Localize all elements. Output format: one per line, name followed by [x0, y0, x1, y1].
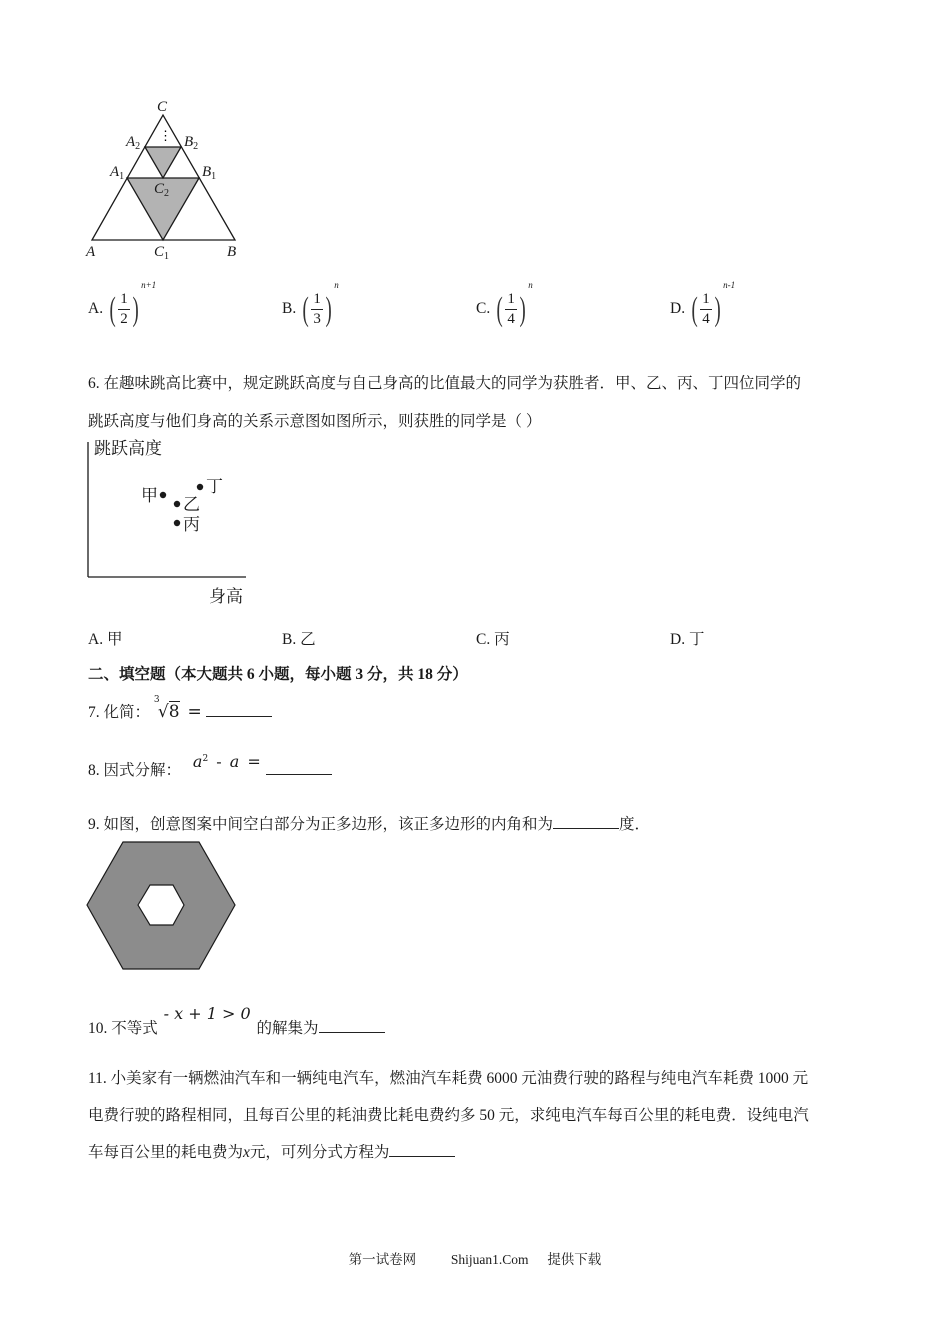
q11-text-line2: 电费行驶的路程相同，且每百公里的耗油费比耗电费约多 50 元，求纯电汽车每百公里的耗电费．设纯电汽 — [88, 1107, 809, 1124]
q5-option-a[interactable]: A. ( $\frac{1}{2}$ )$^{n+1}$ — [88, 280, 157, 328]
svg-text:A1: $A_1$ — [110, 164, 125, 182]
q6-text-line1: 6. 在趣味跳高比赛中，规定跳跃高度与自己身高的比值最大的同学为获胜者．甲、乙、丙、丁四位同学的 — [88, 375, 802, 392]
q5-option-d[interactable]: D. ( $\frac{1}{4}$ )$^{n-1}$ — [670, 280, 736, 328]
hexagon-figure — [84, 840, 238, 972]
point-ding — [197, 484, 203, 490]
point-label-ding: 丁 — [206, 477, 223, 497]
svg-text:C1: $C_1$ — [154, 244, 170, 262]
svg-text:C2: $C_2$ — [154, 181, 170, 199]
q11-text-line3: 车每百公里的耗电费为x元，可列分式方程为 — [88, 1140, 455, 1162]
q6-option-d[interactable]: D. 丁 — [670, 631, 705, 648]
q8-line: 8. 因式分解： $a^2$ - a = — [88, 758, 332, 780]
q11-text-line1: 11. 小美家有一辆燃油汽车和一辆纯电汽车，燃油汽车耗费 6000 元油费行驶的路程与纯电汽车耗费 1000 元 — [88, 1070, 809, 1087]
q6-text-line2: 跳跃高度与他们身高的关系示意图如图所示，则获胜的同学是（ ） — [88, 413, 542, 430]
q11-answer-blank[interactable] — [389, 1142, 455, 1157]
footer-domain[interactable]: Shijuan1.Com — [450, 1252, 529, 1267]
svg-text:B2: $B_2$ — [184, 134, 199, 152]
shaded-triangle-2 — [145, 147, 181, 178]
footer-site: 第一试卷网 — [348, 1252, 417, 1267]
label-B: B — [227, 244, 237, 260]
q9-line: 9. 如图，创意图案中间空白部分为正多边形，该正多边形的内角和为 度． — [88, 816, 651, 833]
svg-text:B1: $B_1$ — [202, 164, 217, 182]
q8-answer-blank[interactable] — [266, 760, 332, 775]
footer-note: 提供下载 — [547, 1252, 602, 1267]
dots-label: ⋮ — [159, 129, 172, 144]
q5-option-c[interactable]: C. ( $\frac{1}{4}$ )$^n$ — [476, 280, 533, 328]
y-axis-label: 跳跃高度 — [94, 439, 162, 459]
point-yi — [174, 501, 180, 507]
q10-expression: - x + 1 > 0 — [163, 1004, 251, 1023]
q6-option-b[interactable]: B. 乙 — [282, 631, 316, 648]
point-bing — [174, 520, 180, 526]
page-footer — [0, 1248, 950, 1268]
q10-line: 10. 不等式 - x + 1 > 0 的解集为 — [88, 1016, 385, 1038]
q7-answer-blank[interactable] — [206, 702, 272, 717]
point-label-jia: 甲 — [141, 486, 158, 506]
q5-option-b[interactable]: B. ( $\frac{1}{3}$ )$^n$ — [282, 280, 339, 328]
x-axis-label: 身高 — [209, 587, 243, 607]
q6-scatter-chart — [84, 434, 264, 610]
section-2-title: 二、填空题（本大题共 6 小题，每小题 3 分，共 18 分） — [88, 666, 468, 683]
q9-answer-blank[interactable] — [553, 814, 619, 829]
label-C: C — [157, 99, 168, 115]
point-label-bing: 丙 — [183, 515, 200, 535]
q7-line: 7. 化简： 3 √8 = — [88, 700, 272, 722]
q10-answer-blank[interactable] — [319, 1018, 385, 1033]
point-label-yi: 乙 — [183, 495, 200, 515]
svg-text:A2: $A_2$ — [126, 134, 141, 152]
nested-triangle-figure — [82, 94, 252, 266]
q6-option-a[interactable]: A. 甲 — [88, 631, 123, 648]
label-A: A — [86, 244, 96, 260]
q6-option-c[interactable]: C. 丙 — [476, 631, 510, 648]
point-jia — [160, 492, 166, 498]
